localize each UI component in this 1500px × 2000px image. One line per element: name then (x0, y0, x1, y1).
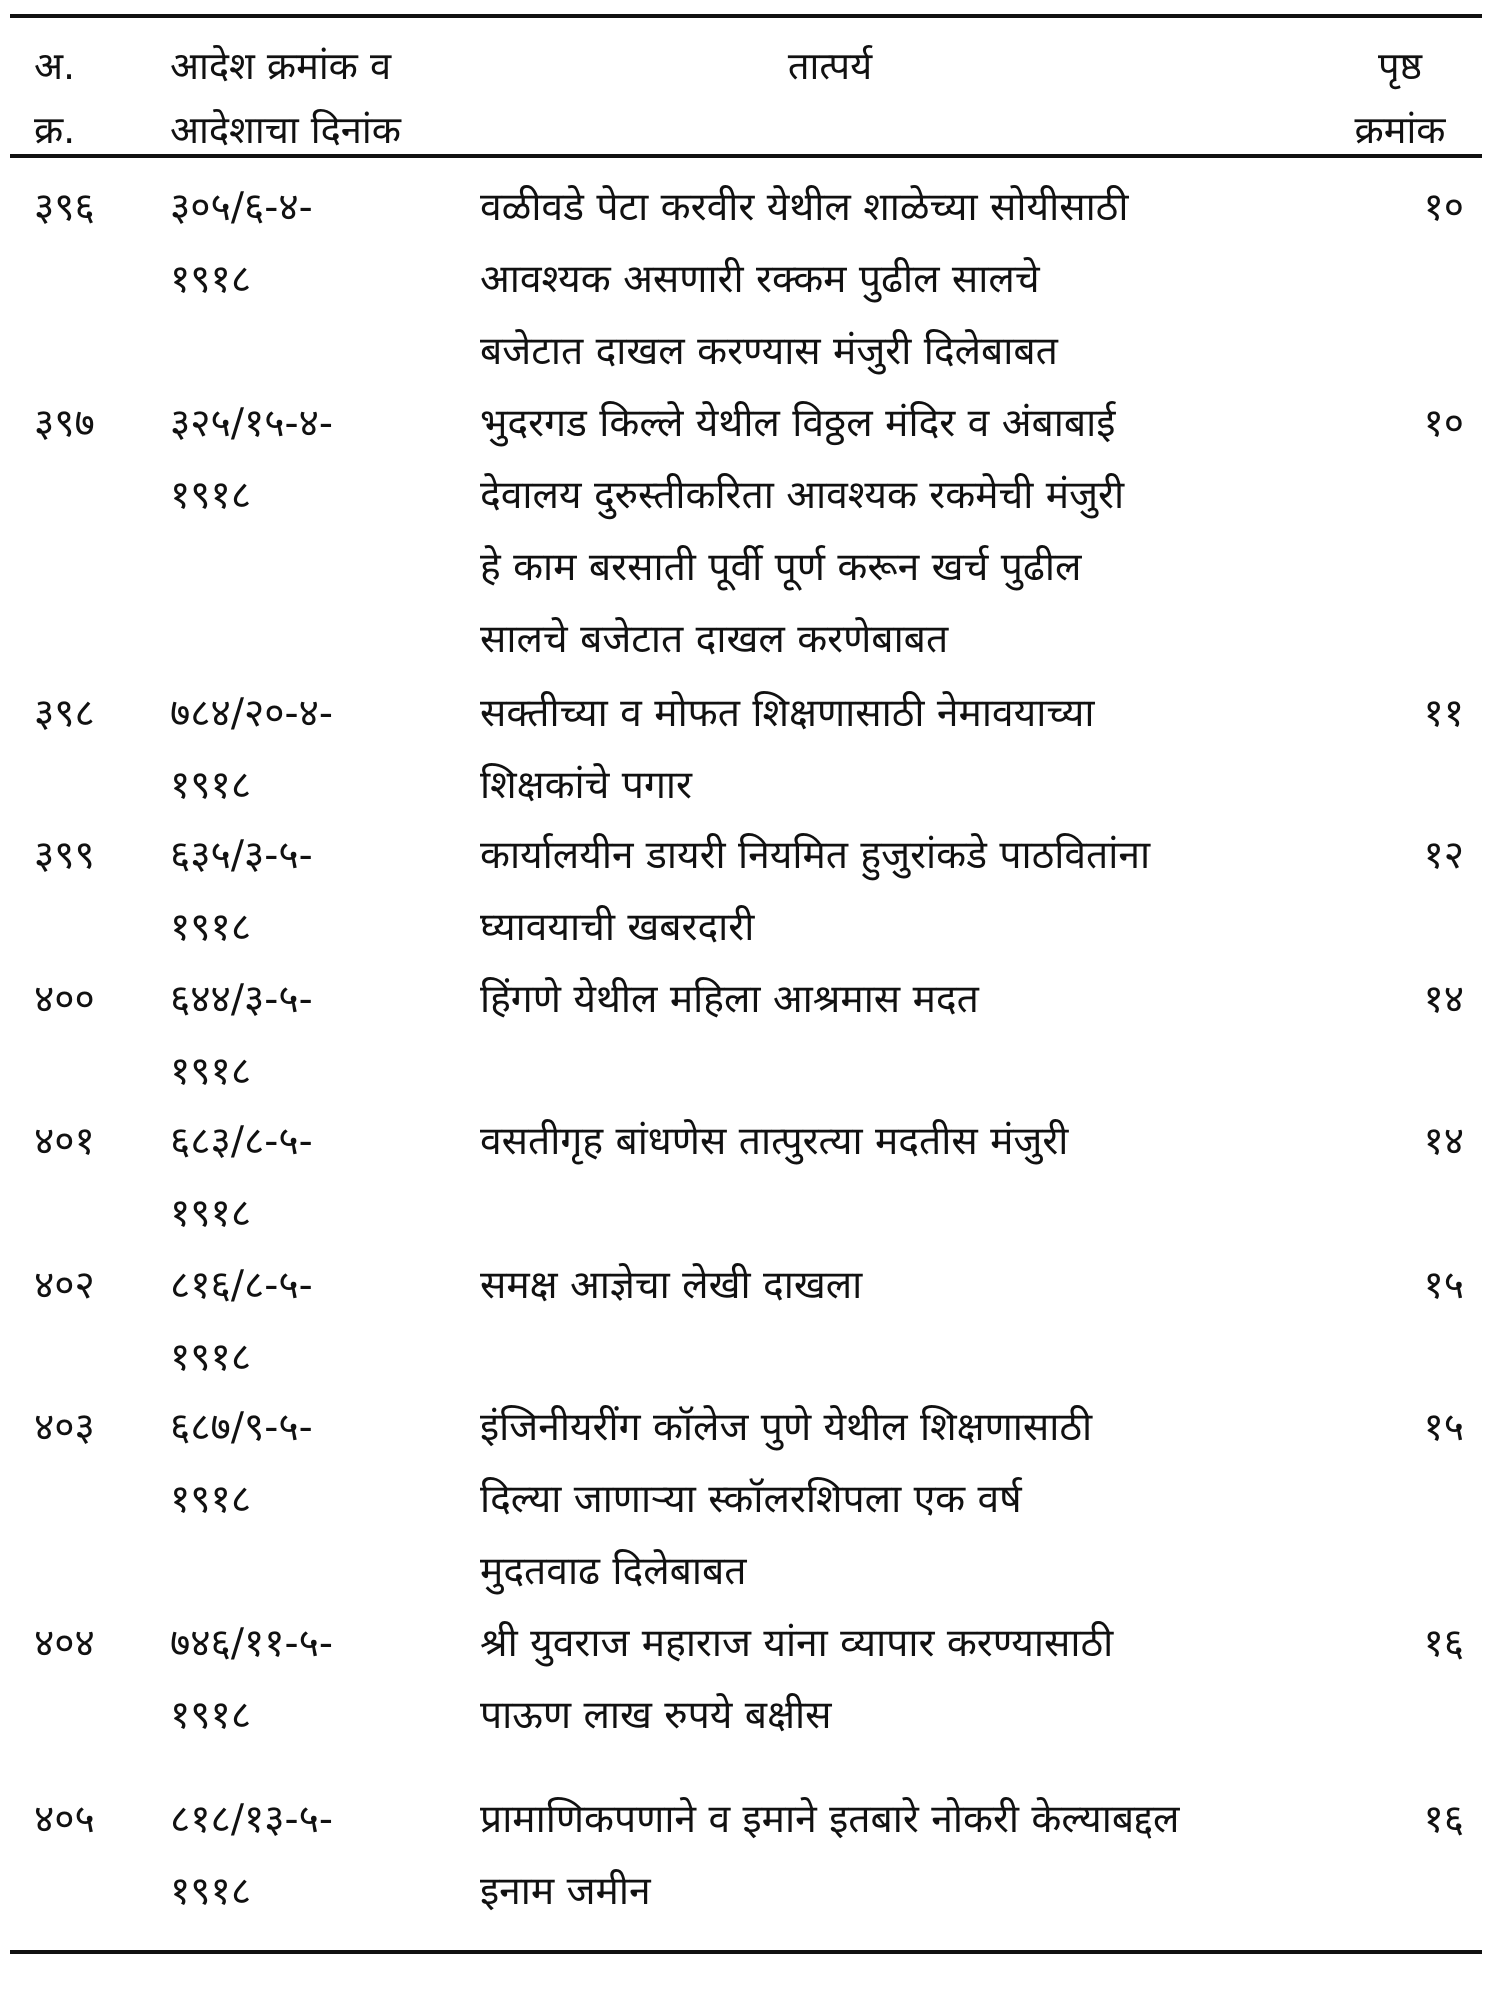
row-sr-no: ४०४ (34, 1621, 95, 1666)
row-order-no-date: ६८७/९-५- १९१८ (170, 1405, 313, 1522)
row-summary: प्रामाणिकपणाने व इमाने इतबारे नोकरी केल्याबद्दल इनाम जमीन (480, 1797, 1180, 1914)
row-order-no-date: ८१६/८-५- १९१८ (170, 1263, 313, 1380)
row-page-no: १४ (1423, 1119, 1464, 1164)
row-page-no: १६ (1423, 1797, 1464, 1842)
header-order-no-date: आदेश क्रमांक व आदेशाचा दिनांक (170, 44, 401, 152)
row-summary: वसतीगृह बांधणेस तात्पुरत्या मदतीस मंजुरी (480, 1119, 1069, 1164)
row-order-no-date: ७८४/२०-४- १९१८ (170, 691, 333, 808)
row-page-no: ११ (1423, 691, 1464, 736)
row-sr-no: ४०० (34, 977, 95, 1022)
row-page-no: १६ (1423, 1621, 1464, 1666)
row-page-no: १५ (1423, 1405, 1464, 1450)
row-page-no: १० (1423, 401, 1464, 446)
table-header-rule (10, 154, 1482, 158)
row-order-no-date: ६३५/३-५- १९१८ (170, 833, 313, 950)
row-page-no: १२ (1423, 833, 1464, 878)
header-summary: तात्पर्य (787, 44, 873, 88)
row-order-no-date: ८१८/१३-५- १९१८ (170, 1797, 333, 1914)
row-summary: समक्ष आज्ञेचा लेखी दाखला (480, 1263, 863, 1308)
row-order-no-date: ३०५/६-४- १९१८ (170, 185, 313, 302)
row-order-no-date: ७४६/११-५- १९१८ (170, 1621, 333, 1738)
row-page-no: १४ (1423, 977, 1464, 1022)
row-sr-no: ४०१ (34, 1119, 95, 1164)
row-sr-no: ४०२ (34, 1263, 95, 1308)
document-page (10, 14, 1482, 1974)
row-summary: वळीवडे पेटा करवीर येथील शाळेच्या सोयीसाठी आवश्यक असणारी रक्कम पुढील सालचे बजेटात दाखल करण्यास मंजुरी दिलेबाबत (480, 185, 1129, 374)
row-sr-no: ३९८ (34, 691, 95, 736)
row-order-no-date: ६४४/३-५- १९१८ (170, 977, 313, 1094)
header-sr-no: अ. क्र. (34, 44, 76, 152)
row-summary: सक्तीच्या व मोफत शिक्षणासाठी नेमावयाच्या शिक्षकांचे पगार (480, 691, 1095, 808)
row-page-no: १५ (1423, 1263, 1464, 1308)
row-summary: हिंगणे येथील महिला आश्रमास मदत (480, 977, 979, 1022)
row-sr-no: ३९६ (34, 185, 95, 230)
row-sr-no: ४०३ (34, 1405, 95, 1450)
header-page-no: पृष्ठ क्रमांक (1354, 44, 1446, 152)
row-summary: भुदरगड किल्ले येथील विठ्ठल मंदिर व अंबाबाई देवालय दुरुस्तीकरिता आवश्यक रकमेची मंजुरी हे काम बरसाती पूर्वी पूर्ण करून खर्च पुढील सालचे बजेटात दाखल करणेबाबत (480, 401, 1125, 662)
row-sr-no: ३९९ (34, 833, 95, 878)
row-order-no-date: ३२५/१५-४- १९१८ (170, 401, 333, 518)
row-sr-no: ४०५ (34, 1797, 95, 1842)
table-top-rule (10, 14, 1482, 18)
row-summary: श्री युवराज महाराज यांना व्यापार करण्यासाठी पाऊण लाख रुपये बक्षीस (480, 1621, 1114, 1738)
row-summary: कार्यालयीन डायरी नियमित हुजुरांकडे पाठवितांना घ्यावयाची खबरदारी (480, 833, 1151, 950)
row-sr-no: ३९७ (34, 401, 95, 446)
row-page-no: १० (1423, 185, 1464, 230)
table-bottom-rule (10, 1950, 1482, 1954)
row-order-no-date: ६८३/८-५- १९१८ (170, 1119, 313, 1236)
row-summary: इंजिनीयरींग कॉलेज पुणे येथील शिक्षणासाठी दिल्या जाणाऱ्या स्कॉलरशिपला एक वर्ष मुदतवाढ दिलेबाबत (480, 1405, 1093, 1594)
